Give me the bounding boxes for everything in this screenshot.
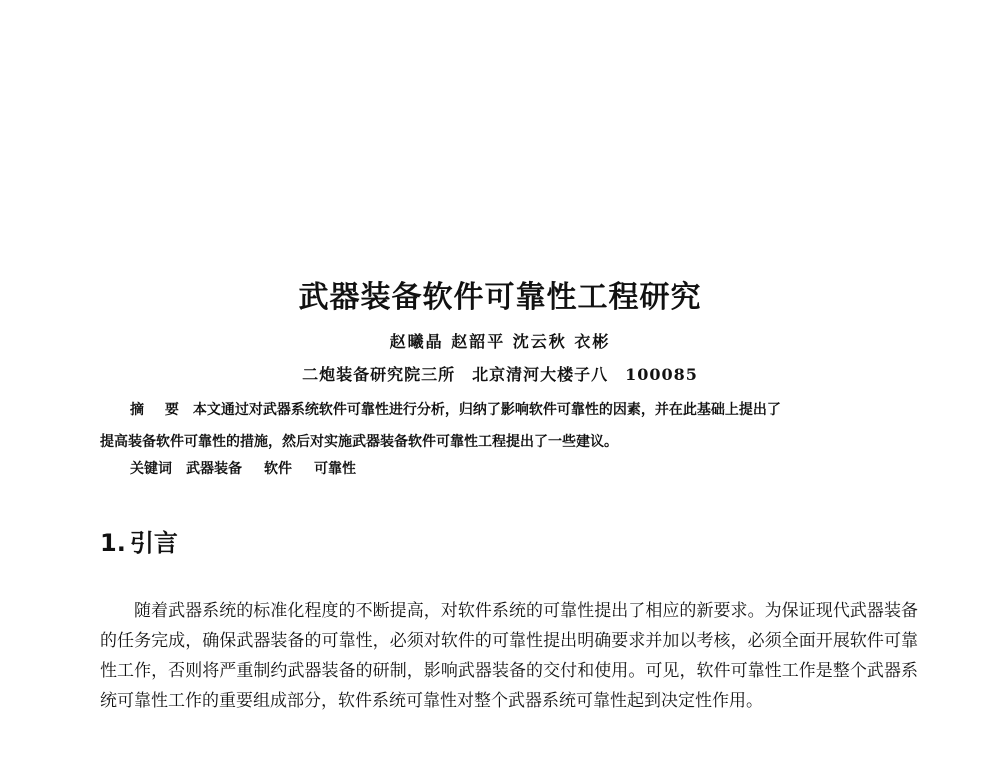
section-body — [100, 596, 918, 716]
affiliation: 二炮装备研究院三所 北京清河大楼子八 100085 — [302, 365, 698, 384]
keywords — [130, 458, 356, 478]
keyword-item: 软件 — [264, 461, 292, 477]
section-number: 1. — [100, 529, 126, 557]
author-list: 赵曦晶 赵韶平 沈云秋 衣彬 — [389, 332, 611, 351]
body-paragraph: 随着武器系统的标准化程度的不断提高，对软件系统的可靠性提出了相应的新要求。为保证现代武器装备的任务完成，确保武器装备的可靠性，必须对软件的可靠性提出明确要求并加以考核，必须全面开展软件可靠性工作，否则将严重制约武器装备的研制，影响武器装备的交付和使用。可见，软件可靠性工作是整个武器系统可靠性工作的重要组成部分，软件系统可靠性对整个武器系统可靠性起到决定性作用。 — [100, 601, 918, 711]
abstract — [100, 394, 920, 458]
abstract-label: 摘 要 — [130, 402, 187, 418]
abstract-line-2: 提高装备软件可靠性的措施，然后对实施武器装备软件可靠性工程提出了一些建议。 — [100, 434, 618, 450]
section-heading — [100, 523, 178, 558]
paper-title: 武器装备软件可靠性工程研究 — [298, 280, 702, 315]
keyword-item: 武器装备 — [186, 461, 242, 477]
abstract-line-1 — [100, 394, 920, 426]
abstract-text-1: 本文通过对武器系统软件可靠性进行分析，归纳了影响软件可靠性的因素，并在此基础上提出了 — [192, 402, 781, 418]
section-title: 引言 — [129, 529, 178, 557]
keywords-label: 关键词 — [130, 461, 172, 477]
keyword-item: 可靠性 — [314, 461, 356, 477]
